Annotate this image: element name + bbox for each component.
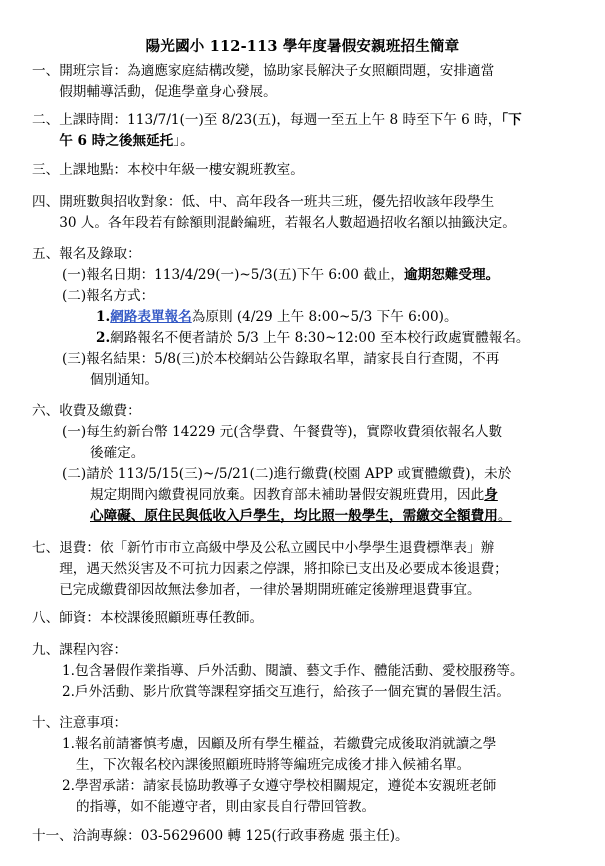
section-number: 十、 — [32, 715, 60, 731]
section-text: 上課時間：113/7/1(一)至 8/23(五)，每週一至五上午 8 時至下午 6 時，「下 午 6 時之後無延托」。 — [59, 112, 522, 149]
section-class-time — [32, 110, 595, 152]
document-title: 陽光國小 112-113 學年度暑假安親班招生簡章 — [145, 38, 460, 55]
online-form-link[interactable]: 網路表單報名 — [110, 309, 192, 325]
contact-phone: 洽詢專線：03-5629600 轉 125(行政事務處 張主任)。 — [72, 828, 409, 844]
curriculum-item: 1.包含暑假作業指導、戶外活動、閱讀、藝文手作、體能活動、愛校服務等。 — [62, 663, 524, 679]
fee-amount: (一)每生約新台幣 14229 元(含學費、午餐費等)，實際收費須依報名人數 後確定。 — [62, 424, 503, 461]
registration-method-onsite: 2.網路報名不便者請於 5/3 上午 8:30~12:00 至本校行政處實體報名。 — [96, 330, 530, 346]
registration-date: (一)報名日期：113/4/29(一)~5/3(五)下午 6:00 截止，逾期恕難受理。 — [62, 267, 500, 283]
section-number: 二、 — [32, 112, 60, 128]
section-heading: 課程內容： — [59, 642, 128, 658]
section-number: 五、 — [32, 246, 60, 262]
section-number: 十一、 — [32, 828, 73, 844]
curriculum-item: 2.戶外活動、影片欣賞等課程穿插交互進行，給孩子一個充實的暑假生活。 — [62, 684, 510, 700]
section-number: 七、 — [32, 540, 60, 556]
section-curriculum — [32, 640, 595, 661]
section-fees — [32, 401, 595, 422]
section-number: 三、 — [32, 162, 60, 178]
section-text: 開班數與招收對象：低、中、高年段各一班共三班，優先招收該年段學生 30 人。各年段若有餘額則混齡編班，若報名人數超過招收名額以抽籤決定。 — [59, 194, 516, 231]
section-heading: 收費及繳費： — [59, 403, 141, 419]
section-heading: 報名及錄取： — [59, 246, 141, 262]
section-number: 八、 — [32, 610, 60, 626]
section-notices — [32, 713, 595, 734]
section-number: 九、 — [32, 642, 60, 658]
section-text: 開班宗旨：為適應家庭結構改變，協助家長解決子女照顧問題，安排適當 假期輔導活動，促進學童身心發展。 — [59, 63, 495, 100]
section-enrollment — [32, 192, 595, 234]
section-number: 一、 — [32, 63, 60, 79]
section-registration — [32, 244, 595, 265]
registration-result: (三)報名結果：5/8(三)於本校網站公告錄取名單，請家長自行查閱，不再 個別通知。 — [62, 351, 500, 388]
section-heading: 注意事項： — [59, 715, 128, 731]
section-number: 六、 — [32, 403, 60, 419]
registration-method-online: 1.網路表單報名為原則 (4/29 上午 8:00~5/3 下午 6:00)。 — [96, 309, 458, 325]
section-teachers — [32, 608, 595, 629]
section-refund — [32, 538, 595, 601]
section-number: 四、 — [32, 194, 60, 210]
section-purpose — [32, 61, 595, 103]
registration-method: (二)報名方式： — [62, 288, 155, 304]
fee-payment: (二)請於 113/5/15(三)~/5/21(二)進行繳費(校園 APP 或實體繳費)，未於 規定期間內繳費視同放棄。因教育部未補助暑假安親班費用，因此身 心障礙、原住民與低收入戶學生，均比照一般學生，需繳交全額費用。 — [62, 466, 512, 524]
notice-item: 1.報名前請審慎考慮，因顧及所有學生權益，若繳費完成後取消就讀之學 生，下次報名校內課後照顧班時將等編班完成後才排入候補名單。 — [62, 736, 497, 773]
section-contact — [32, 826, 595, 847]
section-text: 退費：依「新竹市市立高級中學及公私立國民中小學學生退費標準表」辦 理，遇天然災害及不可抗力因素之停課，將扣除已支出及必要成本後退費； 已完成繳費卻因故無法參加者，一律於暑期開班確定後辦理退費事宜。 — [59, 540, 508, 598]
section-text: 師資：本校課後照顧班專任教師。 — [59, 610, 264, 626]
section-location — [32, 160, 595, 181]
section-text: 上課地點：本校中年級一樓安親班教室。 — [59, 162, 304, 178]
notice-item: 2.學習承諾：請家長協助教導子女遵守學校相關規定，遵從本安親班老師 的指導，如不能遵守者，則由家長自行帶回管教。 — [62, 778, 497, 815]
